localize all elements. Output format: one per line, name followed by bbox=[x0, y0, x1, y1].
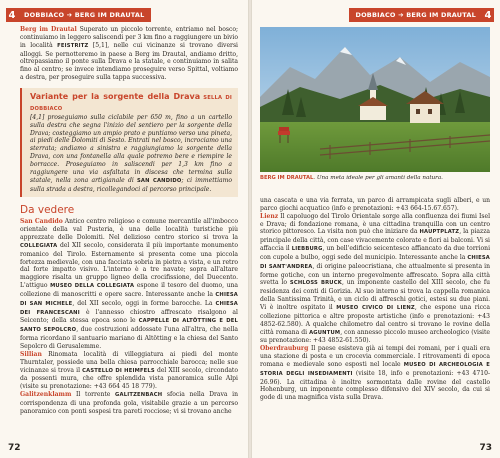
left-page bbox=[0, 0, 248, 458]
chapter-header bbox=[6, 8, 151, 22]
page-number: 73 bbox=[479, 443, 492, 453]
continuation-paragraph: una cascata e una via ferrata, un parco di arrampicata sugli alberi, e un parco giochi acquatico (info e prenotazioni: +43 664-15.67.657). bbox=[260, 197, 490, 212]
landscape-photo bbox=[260, 27, 490, 172]
caption-label: BERG IM DRAUTAL bbox=[260, 175, 314, 181]
chapter-number-badge: 4 bbox=[6, 8, 18, 22]
intro-paragraph: Berg im Drautal Superato un piccolo torrente, entriamo nel bosco; continuiamo in leggero saliscendi per 3 km fino a raggiungere un bivio in località FEISTRITZ [5,1], nelle cui vicinanze si trovano diversi alloggi. Se pernotteremo in paese a Berg im Drautal, andiamo dritto, oltrepassiamo il ponte sulla Drava e la statale, e continuiamo in salita fino al centro; se invece intendiamo proseguire verso Spittal, voltiamo a destra, per proseguire sulla tappa successiva. bbox=[20, 26, 239, 82]
variant-box bbox=[20, 88, 238, 197]
right-page-body bbox=[260, 197, 490, 402]
left-page-body bbox=[20, 26, 238, 416]
intro-keyword: Berg im Drautal bbox=[20, 26, 77, 33]
photo-caption: BERG IM DRAUTAL. Una meta ideale per gli amanti della natura. bbox=[260, 175, 443, 181]
galitzenklamm-paragraph: Galitzenklamm Il torrente GALITZENBACH sfocia nella Drava in corrispondenza di una profonda gola, visitabile grazie a un percorso panoramico con ponti sospesi tra pareti rocciose; vi si trovano anche bbox=[20, 391, 238, 415]
san-candido-paragraph: San Candido Antico centro religioso e comune mercantile all'imbocco orientale della val Pusteria, è una delle località turistiche più apprezzate delle Dolomiti. Nel delizioso centro storico si trova la COLLEGIATA del XII secolo, considerata il più importante monumento romanico del Tirolo. Esternamente si presenta come una piccola fortezza medievale, con una facciata sobria in pietra a vista, e un retro dal forte impatto visivo. L'interno è a tre navate; sopra all'altare maggiore risalta un gruppo ligneo della crocifissione, del Duecento. L'attiguo MUSEO DELLA COLLEGIATA espone il tesoro del duomo, una collezione di manoscritti e opere sacre. Interessante anche la CHIESA DI SAN MICHELE, del XII secolo, oggi in forme barocche. La CHIESA DEI FRANCESCANI è l'annesso chiostro affrescato risalgono al Seicento; della stessa epoca sono le CAPPELLE DI ALTÖTTING E DEL SANTO SEPOLCRO, due costruzioni addossate l'una all'altra, che nella forma ricordano il santuario mariano di Altötting e la chiesa del Santo Sepolcro di Gerusalemme. bbox=[20, 218, 239, 350]
right-page bbox=[252, 0, 500, 458]
chapter-number-badge: 4 bbox=[482, 8, 494, 22]
lienz-paragraph: Lienz Il capoluogo del Tirolo Orientale sorge alla confluenza dei fiumi Isel e Drava; di fondazione romana, è una cittadina tranquilla con un centro storico pittoresco. La visita non può che iniziare da HAUPTPLATZ, la piazza principale della città, con case vivacemente colorate e fiori ai balconi. Vi si affaccia il LIEBBURG, un bell'edificio seicentesco affiancato da due torrioni con cupole a bulbo, oggi sede del municipio. Interessante anche la CHIESA DI SANT'ANDREA, di origine paleocristiana, che attualmente si presenta in forme gotiche, con un interno pregevolmente affrescato. Sopra alla città svetta lo SCHLOSS BRUCK, un imponente castello del XIII secolo, che fu residenza dei conti di Gorizia. Al suo interno si trova la cappella romanica della Santissima Trinità, e un ciclo di affreschi gotici, estesi su due piani. Vi è inoltre ospitato il MUSEO CIVICO DI LIENZ, che espone una ricca collezione pittorica e altre proposte artistiche (info e prenotazioni: +43 4852-62.580). A qualche chilometro dal centro si trovano le rovine della città romana di AGUNTUM, con annesso piccolo museo archeologico (visite su prenotazione: +43 4852-61.550). bbox=[260, 212, 491, 345]
chapter-route-title: DOBBIACO ➔ BERG IM DRAUTAL bbox=[18, 8, 151, 22]
variant-title: Variante per la sorgente della Drava SELLA DI DOBBIACO bbox=[30, 91, 232, 112]
oberdrauburg-paragraph: Oberdrauburg Il paese esisteva già ai tempi dei romani, per i quali era una stazione di posta e un crocevia commerciale. I ritrovamenti di epoca romana e medievale sono esposti nel locale MUSEO DI ARCHEOLOGIA E STORIA DEGLI INSEDIAMENTI (visite 18, info e prenotazioni: +43 4710-26.96). La cittadina è inoltre sormontata dalle rovine del castello Hohenburg, un imponente complesso difensivo del XIV secolo, da cui si gode di una magnifica vista sulla Drava. bbox=[260, 345, 490, 402]
page-number: 72 bbox=[8, 443, 21, 453]
variant-text: [4,1] proseguiamo sulla ciclabile per 650 m, fino a un cartello sulla destra che segna l'inizio del sentiero per la sorgente della Drava; costeggiamo un ampio prato e puntiamo verso una pineta, ai piedi delle Dolomiti di Sesto. Entrati nel bosco, incrociamo una sterrata; andiamo a sinistra e raggiungiamo la sorgente della Drava, con una fontanella alla quale potremo bere e riempire le borracce. Proseguiamo in saliscendi per 1,3 km fino a raggiungere una via asfaltata in discesa che termina sulla statale, nella zona artigianale di SAN CANDIDO; ci immettiamo sulla strada a destra, ricollegandoci al percorso principale. bbox=[30, 113, 232, 193]
sillian-paragraph: Sillian Rinomata località di villeggiatura ai piedi del monte Thurntaler, possiede una bella chiesa parrocchiale barocca; nelle sue vicinanze si trova il CASTELLO DI HEIMFELS del XIII secolo, circondato da possenti mura, che offre splendida vista panoramica sulle Alpi (visite su prenotazione: +43 664 45 18 779). bbox=[20, 350, 238, 391]
chapter-header bbox=[349, 8, 494, 22]
section-title: Da vedere bbox=[20, 204, 75, 217]
chapter-route-title: DOBBIACO ➔ BERG IM DRAUTAL bbox=[349, 8, 482, 22]
